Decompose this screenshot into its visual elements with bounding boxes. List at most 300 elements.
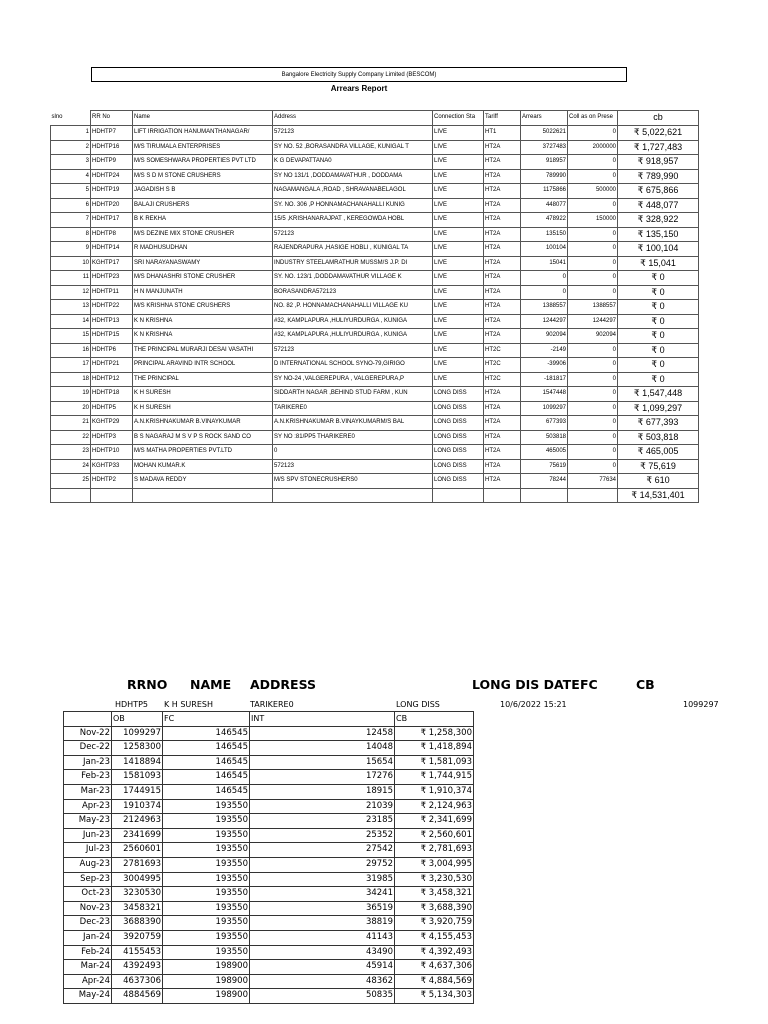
arrears-cell: 135150	[521, 227, 568, 242]
arrears-cell: D INTERNATIONAL SCHOOL SYNO-79,GIRIGO	[273, 358, 433, 373]
arrears-cell: 150000	[568, 213, 618, 228]
ledger-cell: 193550	[163, 857, 250, 872]
arrears-cell: KGHTP29	[91, 416, 133, 431]
arrears-cell: 572123	[273, 126, 433, 141]
detail-header-name: NAME	[190, 677, 232, 692]
ledger-cell: Jul-23	[64, 843, 112, 858]
table-row	[51, 358, 699, 373]
arrears-cell: LIVE	[433, 140, 484, 155]
arrears-cell: K N KRISHNA	[133, 314, 273, 329]
arrears-cell: 0	[568, 271, 618, 286]
table-row	[51, 329, 699, 344]
arrears-cell: BORASANDRA572123	[273, 285, 433, 300]
arrears-cell: HDHTP5	[91, 401, 133, 416]
arrears-cell: ₹ 1,099,297	[618, 401, 699, 416]
ledger-cell: Dec-23	[64, 916, 112, 931]
arrears-cell: LIVE	[433, 343, 484, 358]
table-row	[64, 784, 474, 799]
arrears-cell: 24	[51, 459, 91, 474]
arrears-header-cell: Connection Sta	[433, 111, 484, 126]
arrears-cell: 0	[568, 445, 618, 460]
arrears-cell: HDHTP8	[91, 227, 133, 242]
table-row	[51, 314, 699, 329]
detail-date: 10/6/2022 15:21	[500, 700, 567, 709]
ledger-cell: 48362	[250, 974, 395, 989]
arrears-cell: HT2A	[484, 256, 521, 271]
arrears-cell: HDHTP19	[91, 184, 133, 199]
arrears-cell: HT2A	[484, 155, 521, 170]
ledger-cell: Feb-23	[64, 770, 112, 785]
arrears-cell: ₹ 675,866	[618, 184, 699, 199]
ledger-cell: 193550	[163, 901, 250, 916]
table-row	[51, 474, 699, 489]
arrears-cell: 22	[51, 430, 91, 445]
ledger-cell: ₹ 1,910,374	[395, 784, 474, 799]
table-row	[51, 271, 699, 286]
arrears-cell: 0	[568, 358, 618, 373]
ledger-cell: 146545	[163, 741, 250, 756]
arrears-cell: 1388557	[568, 300, 618, 315]
ledger-cell: 1744915	[112, 784, 163, 799]
empty-cell	[133, 488, 273, 503]
table-row	[64, 843, 474, 858]
arrears-cell: HT2A	[484, 271, 521, 286]
arrears-cell: HT2A	[484, 242, 521, 257]
ledger-cell: ₹ 4,884,569	[395, 974, 474, 989]
arrears-cell: HT2A	[484, 445, 521, 460]
arrears-cell: 15	[51, 329, 91, 344]
ledger-cell: 34241	[250, 887, 395, 902]
detail-header-rrno: RRNO	[127, 677, 168, 692]
arrears-cell: LIVE	[433, 169, 484, 184]
arrears-cell: 0	[568, 285, 618, 300]
ledger-cell: 193550	[163, 814, 250, 829]
ledger-cell: 1258300	[112, 741, 163, 756]
arrears-cell: 4	[51, 169, 91, 184]
arrears-cell: ₹ 0	[618, 285, 699, 300]
arrears-cell: 0	[568, 242, 618, 257]
ledger-cell: ₹ 1,418,894	[395, 741, 474, 756]
arrears-cell: 1244297	[521, 314, 568, 329]
arrears-cell: H N MANJUNATH	[133, 285, 273, 300]
arrears-cell: HT2A	[484, 198, 521, 213]
arrears-cell: ₹ 5,022,621	[618, 126, 699, 141]
arrears-cell: LIVE	[433, 184, 484, 199]
arrears-cell: M/S S D M STONE CRUSHERS	[133, 169, 273, 184]
arrears-cell: ₹ 677,393	[618, 416, 699, 431]
arrears-cell: 3727483	[521, 140, 568, 155]
arrears-header-cell: RR No	[91, 111, 133, 126]
arrears-cell: 77634	[568, 474, 618, 489]
ledger-cell: 193550	[163, 930, 250, 945]
table-row	[51, 242, 699, 257]
arrears-cell: 0	[521, 271, 568, 286]
arrears-cell: 572123	[273, 459, 433, 474]
empty-cell	[273, 488, 433, 503]
arrears-cell: LIVE	[433, 329, 484, 344]
detail-cb: 1099297	[683, 700, 719, 709]
table-row	[51, 372, 699, 387]
arrears-cell: HDHTP17	[91, 213, 133, 228]
arrears-cell: LIVE	[433, 358, 484, 373]
table-row	[51, 387, 699, 402]
table-row	[51, 213, 699, 228]
arrears-header-cell: Arrears	[521, 111, 568, 126]
ledger-cell: 15654	[250, 755, 395, 770]
arrears-cell: THE PRINCIPAL MURARJI DESAI VASATHI	[133, 343, 273, 358]
table-row	[51, 285, 699, 300]
arrears-cell: HDHTP22	[91, 300, 133, 315]
ledger-cell: Oct-23	[64, 887, 112, 902]
arrears-table	[50, 110, 699, 503]
arrears-cell: 25	[51, 474, 91, 489]
company-title: Bangalore Electricity Supply Company Limited (BESCOM)	[91, 67, 627, 82]
ledger-cell: ₹ 3,920,759	[395, 916, 474, 931]
arrears-cell: THE PRINCIPAL	[133, 372, 273, 387]
arrears-cell: ₹ 1,547,448	[618, 387, 699, 402]
ledger-cell: 193550	[163, 872, 250, 887]
ledger-cell: Nov-23	[64, 901, 112, 916]
arrears-cell: 0	[568, 227, 618, 242]
ledger-header-cell: OB	[112, 712, 163, 727]
ledger-cell: ₹ 4,155,453	[395, 930, 474, 945]
ledger-cell: 1581093	[112, 770, 163, 785]
arrears-cell: 572123	[273, 343, 433, 358]
ledger-cell: 45914	[250, 960, 395, 975]
arrears-cell: PRINCIPAL ARAVIND INTR SCHOOL	[133, 358, 273, 373]
ledger-cell: Jan-23	[64, 755, 112, 770]
arrears-cell: LONG DISS	[433, 430, 484, 445]
arrears-cell: K N KRISHNA	[133, 329, 273, 344]
table-row	[51, 401, 699, 416]
arrears-cell: ₹ 100,104	[618, 242, 699, 257]
arrears-cell: LIVE	[433, 126, 484, 141]
arrears-cell: HDHTP3	[91, 430, 133, 445]
arrears-cell: 0	[521, 285, 568, 300]
arrears-cell: HT2C	[484, 343, 521, 358]
arrears-header-row	[51, 111, 699, 126]
arrears-cell: HDHTP18	[91, 387, 133, 402]
arrears-cell: SIDDARTH NAGAR ,BEHIND STUD FARM , KUN	[273, 387, 433, 402]
ledger-cell: 146545	[163, 755, 250, 770]
arrears-cell: 12	[51, 285, 91, 300]
arrears-cell: KGHTP17	[91, 256, 133, 271]
arrears-cell: ₹ 448,077	[618, 198, 699, 213]
detail-name: K H SURESH	[164, 700, 213, 709]
detail-header-address: ADDRESS	[250, 677, 317, 692]
arrears-cell: HT2A	[484, 285, 521, 300]
arrears-header-cell: Tariff	[484, 111, 521, 126]
arrears-cell: HT2A	[484, 314, 521, 329]
table-row	[64, 799, 474, 814]
arrears-cell: LIVE	[433, 271, 484, 286]
arrears-cell: MOHAN KUMAR.K	[133, 459, 273, 474]
arrears-cell: 100104	[521, 242, 568, 257]
ledger-cell: 3920759	[112, 930, 163, 945]
ledger-cell: 4637306	[112, 974, 163, 989]
arrears-cell: HT2A	[484, 329, 521, 344]
arrears-cell: 11	[51, 271, 91, 286]
ledger-cell: ₹ 4,637,306	[395, 960, 474, 975]
empty-cell	[568, 488, 618, 503]
arrears-cell: K H SURESH	[133, 401, 273, 416]
table-row	[64, 726, 474, 741]
arrears-cell: B S NAGARAJ M S V P S ROCK SAND CO	[133, 430, 273, 445]
ledger-cell: ₹ 2,341,699	[395, 814, 474, 829]
arrears-cell: HT2C	[484, 372, 521, 387]
arrears-cell: HDHTP12	[91, 372, 133, 387]
arrears-cell: HT2A	[484, 300, 521, 315]
table-row	[64, 930, 474, 945]
arrears-cell: LONG DISS	[433, 474, 484, 489]
empty-cell	[433, 488, 484, 503]
ledger-cell: 193550	[163, 828, 250, 843]
arrears-cell: LIVE	[433, 372, 484, 387]
arrears-cell: ₹ 0	[618, 271, 699, 286]
arrears-cell: 0	[568, 401, 618, 416]
arrears-cell: LIVE	[433, 242, 484, 257]
arrears-cell: M/S DEZINE MIX STONE CRUSHER	[133, 227, 273, 242]
arrears-cell: 918957	[521, 155, 568, 170]
arrears-cell: 0	[568, 198, 618, 213]
arrears-cell: LONG DISS	[433, 401, 484, 416]
ledger-cell: 18915	[250, 784, 395, 799]
ledger-cell: 193550	[163, 916, 250, 931]
arrears-cell: ₹ 0	[618, 300, 699, 315]
ledger-cell: Jan-24	[64, 930, 112, 945]
arrears-cell: INDUSTRY STEELAMRATHUR MUSSM/S J.P. DI	[273, 256, 433, 271]
arrears-cell: #32, KAMPLAPURA ,HULIYURDURGA , KUNIGA	[273, 314, 433, 329]
arrears-cell: 503818	[521, 430, 568, 445]
arrears-header-cell: slno	[51, 114, 63, 120]
ledger-cell: 29752	[250, 857, 395, 872]
arrears-cell: BALAJI CRUSHERS	[133, 198, 273, 213]
arrears-cell: 1175866	[521, 184, 568, 199]
arrears-cell: 0	[568, 372, 618, 387]
arrears-cell: HT2A	[484, 184, 521, 199]
ledger-cell: Mar-23	[64, 784, 112, 799]
table-row	[51, 459, 699, 474]
arrears-cell: HT2A	[484, 474, 521, 489]
detail-header-long-dis-date: LONG DIS DATE	[472, 677, 580, 692]
ledger-cell: 193550	[163, 843, 250, 858]
arrears-cell: SY NO 131/1 ,DODDAMAVATHUR , DODDAMA	[273, 169, 433, 184]
arrears-cell: LIVE	[433, 227, 484, 242]
arrears-cell: -39906	[521, 358, 568, 373]
arrears-cell: LIVE	[433, 314, 484, 329]
ledger-cell: 1099297	[112, 726, 163, 741]
ledger-cell: ₹ 3,004,995	[395, 857, 474, 872]
ledger-cell: 4392493	[112, 960, 163, 975]
arrears-cell: HDHTP24	[91, 169, 133, 184]
arrears-cell: HT2A	[484, 430, 521, 445]
ledger-cell: ₹ 3,230,530	[395, 872, 474, 887]
arrears-cell: HDHTP10	[91, 445, 133, 460]
arrears-cell: 1388557	[521, 300, 568, 315]
arrears-cell: 18	[51, 372, 91, 387]
arrears-cell: R MADHUSUDHAN	[133, 242, 273, 257]
arrears-cell: HT2A	[484, 387, 521, 402]
table-row	[51, 445, 699, 460]
arrears-cell: ₹ 0	[618, 314, 699, 329]
arrears-cell: 0	[568, 126, 618, 141]
ledger-header-cell: CB	[395, 712, 474, 727]
arrears-cell: #32, KAMPLAPURA ,HULIYURDURGA , KUNIGA	[273, 329, 433, 344]
ledger-cell: ₹ 2,781,693	[395, 843, 474, 858]
arrears-cell: 572123	[273, 227, 433, 242]
ledger-cell: 146545	[163, 726, 250, 741]
ledger-cell: May-24	[64, 989, 112, 1004]
ledger-cell: Mar-24	[64, 960, 112, 975]
table-row	[64, 814, 474, 829]
arrears-cell: 75619	[521, 459, 568, 474]
table-row	[51, 184, 699, 199]
ledger-cell: Apr-23	[64, 799, 112, 814]
arrears-cell: 19	[51, 387, 91, 402]
ledger-cell: Nov-22	[64, 726, 112, 741]
ledger-cell: 3230530	[112, 887, 163, 902]
table-row	[51, 416, 699, 431]
table-row	[51, 256, 699, 271]
arrears-header-cell: Name	[133, 111, 273, 126]
ledger-cell: 38819	[250, 916, 395, 931]
arrears-cell: 15/5 ,KRISHANARAJPAT , KEREGOWDA HOBL	[273, 213, 433, 228]
arrears-cell: 0	[568, 430, 618, 445]
arrears-cell: M/S SOMESHWARA PROPERTIES PVT LTD	[133, 155, 273, 170]
arrears-cell: ₹ 75,619	[618, 459, 699, 474]
arrears-cell: -2149	[521, 343, 568, 358]
arrears-cell: LONG DISS	[433, 459, 484, 474]
table-row	[64, 828, 474, 843]
ledger-cell: 21039	[250, 799, 395, 814]
ledger-cell: 14048	[250, 741, 395, 756]
arrears-cell: 17	[51, 358, 91, 373]
arrears-cell: ₹ 918,957	[618, 155, 699, 170]
table-row	[51, 227, 699, 242]
table-row	[64, 960, 474, 975]
ledger-cell: 27542	[250, 843, 395, 858]
arrears-cell: HDHTP6	[91, 343, 133, 358]
ledger-cell: 193550	[163, 887, 250, 902]
table-row	[51, 140, 699, 155]
arrears-cell: KGHTP33	[91, 459, 133, 474]
ledger-header-cell: FC	[163, 712, 250, 727]
arrears-cell: 5022621	[521, 126, 568, 141]
ledger-cell: Feb-24	[64, 945, 112, 960]
arrears-cell: LONG DISS	[433, 387, 484, 402]
ledger-cell: ₹ 1,581,093	[395, 755, 474, 770]
arrears-cell: NAGAMANGALA ,ROAD , SHRAVANABELAGOL	[273, 184, 433, 199]
arrears-cell: HT2A	[484, 401, 521, 416]
arrears-cell: NO. 82 ,P. HONNAMACHANAHALLI VILLAGE KU	[273, 300, 433, 315]
arrears-cell: HT2A	[484, 169, 521, 184]
table-row	[51, 169, 699, 184]
empty-cell	[91, 488, 133, 503]
ledger-cell: 43490	[250, 945, 395, 960]
arrears-cell: SY NO. 52 ,BORASANDRA VILLAGE, KUNIGAL T	[273, 140, 433, 155]
ledger-header-cell	[64, 712, 112, 727]
ledger-cell: 193550	[163, 945, 250, 960]
ledger-cell: 198900	[163, 989, 250, 1004]
arrears-cell: HDHTP9	[91, 155, 133, 170]
arrears-header-cell: Coll as on Prese	[568, 111, 618, 126]
arrears-cell: LIVE	[433, 155, 484, 170]
ledger-cell: 25352	[250, 828, 395, 843]
ledger-cell: 36519	[250, 901, 395, 916]
empty-cell	[484, 488, 521, 503]
arrears-cell: LONG DISS	[433, 416, 484, 431]
ledger-cell: ₹ 2,124,963	[395, 799, 474, 814]
empty-cell	[51, 488, 91, 503]
detail-rrno: HDHTP5	[115, 700, 148, 709]
arrears-cell: 16	[51, 343, 91, 358]
ledger-cell: ₹ 4,392,493	[395, 945, 474, 960]
arrears-cell: 465005	[521, 445, 568, 460]
ledger-cell: 198900	[163, 974, 250, 989]
arrears-cell: HT2A	[484, 459, 521, 474]
report-title: Arrears Report	[330, 84, 388, 93]
table-row	[64, 887, 474, 902]
ledger-cell: 2781693	[112, 857, 163, 872]
detail-header-fc: FC	[580, 677, 598, 692]
table-row	[64, 974, 474, 989]
arrears-cell: 677393	[521, 416, 568, 431]
table-row	[51, 198, 699, 213]
arrears-cell: SRI NARAYANASWAMY	[133, 256, 273, 271]
ledger-cell: 3458321	[112, 901, 163, 916]
arrears-cell: 2	[51, 140, 91, 155]
ledger-cell: Apr-24	[64, 974, 112, 989]
arrears-cell: 789990	[521, 169, 568, 184]
table-row	[51, 300, 699, 315]
table-row	[51, 343, 699, 358]
arrears-cell: M/S TIRUMALA ENTERPRISES	[133, 140, 273, 155]
arrears-cell: SY NO :81/PP5 THARIKERE0	[273, 430, 433, 445]
arrears-cell: 15041	[521, 256, 568, 271]
arrears-cell: HDHTP23	[91, 271, 133, 286]
arrears-cell: A.N.KRISHNAKUMAR B.VINAYKUMAR	[133, 416, 273, 431]
ledger-table	[63, 711, 474, 1004]
arrears-cell: 0	[568, 169, 618, 184]
ledger-cell: ₹ 1,744,915	[395, 770, 474, 785]
arrears-cell: 6	[51, 198, 91, 213]
arrears-cell: -181817	[521, 372, 568, 387]
table-row	[64, 872, 474, 887]
table-row	[64, 945, 474, 960]
arrears-cell: 7	[51, 213, 91, 228]
arrears-cell: HT2A	[484, 140, 521, 155]
arrears-cell: 0	[568, 343, 618, 358]
ledger-cell: 17276	[250, 770, 395, 785]
empty-cell	[521, 488, 568, 503]
arrears-cell: ₹ 135,150	[618, 227, 699, 242]
arrears-cell: LONG DISS	[433, 445, 484, 460]
arrears-cell: RAJENDRAPURA ,HASIGE HOBLI , KUNIGAL TA	[273, 242, 433, 257]
arrears-cell: B K REKHA	[133, 213, 273, 228]
arrears-cell: 500000	[568, 184, 618, 199]
arrears-cell: S MADAVA REDDY	[133, 474, 273, 489]
arrears-cell: HDHTP20	[91, 198, 133, 213]
arrears-cell: ₹ 503,818	[618, 430, 699, 445]
arrears-cell: M/S DHANASHRI STONE CRUSHER	[133, 271, 273, 286]
arrears-cell: 21	[51, 416, 91, 431]
ledger-cell: 31985	[250, 872, 395, 887]
arrears-cell: K H SURESH	[133, 387, 273, 402]
ledger-cell: ₹ 3,688,390	[395, 901, 474, 916]
arrears-cell: 3	[51, 155, 91, 170]
arrears-cell: ₹ 610	[618, 474, 699, 489]
arrears-cell: SY. NO. 123/1 ,DODDAMAVATHUR VILLAGE K	[273, 271, 433, 286]
